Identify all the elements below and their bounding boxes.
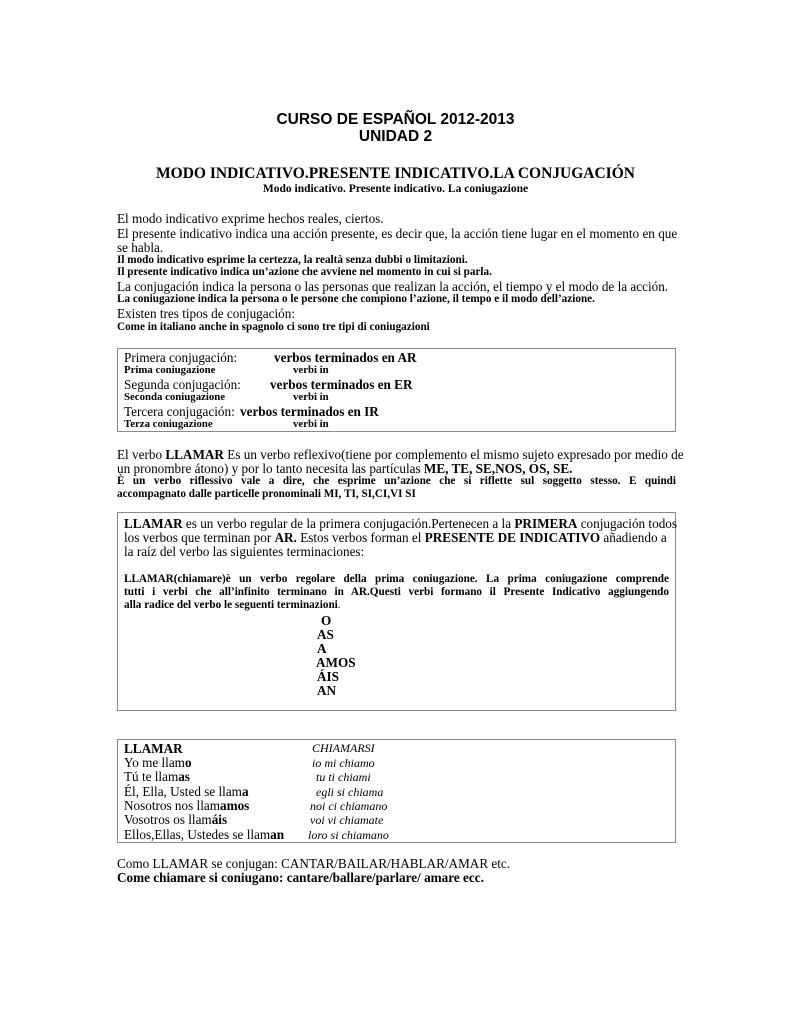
row-stem: Yo me llam: [124, 755, 185, 770]
bold-span: PRESENTE DE INDICATIVO: [424, 530, 601, 545]
row-ending: a: [241, 783, 249, 799]
text-span: conjugación todos: [580, 516, 678, 531]
ending-an: AN: [317, 683, 337, 698]
conj-row-value: verbos terminados en ER: [270, 377, 413, 392]
table-head-it: CHIAMARSI: [312, 741, 375, 755]
bold-span: AR.: [274, 530, 297, 545]
row-italian: voi vi chiamate: [310, 813, 384, 828]
document-title: CURSO DE ESPAÑOL 2012-2013: [276, 111, 515, 128]
bold-span: PRIMERA: [514, 516, 578, 531]
llamar-line: [117, 461, 572, 476]
regular-translation: LLAMAR(chiamare)è un verbo regolare della prima coniugazione. La prima coniugazione comprende: [124, 573, 669, 585]
row-italian: loro si chiamano: [308, 827, 389, 842]
row-stem: Vosotros os llam: [124, 812, 212, 828]
intro-line: La conjugación indica la persona o las personas que realizan la acción, el tiempo y el modo de la acción.: [117, 279, 669, 294]
ending-a: A: [317, 641, 327, 656]
row-ending: an: [270, 826, 285, 842]
intro-line: se habla.: [117, 240, 164, 255]
table-row: [124, 798, 249, 813]
row-ending: áis: [211, 812, 228, 828]
llamar-line: [117, 447, 684, 462]
text-span: añadiendo a: [603, 530, 667, 545]
intro-translation: Il presente indicativo indica un’azione che avviene nel momento in cui si parla.: [117, 266, 492, 278]
conj-row-it-label: Seconda coniugazione: [124, 391, 226, 403]
conj-row-it-value: verbi in: [293, 391, 329, 403]
text-span: Estos verbos forman el: [300, 530, 422, 545]
conj-row-it-value: verbi in: [293, 364, 329, 376]
intro-line: El presente indicativo indica una acción presente, es decir que, la acción tiene lugar en el momento en que: [117, 226, 678, 241]
conj-row-it-value: verbi in: [293, 418, 329, 430]
conj-row-it-label: Terza coniugazione: [124, 418, 213, 430]
regular-line: [124, 530, 667, 545]
row-italian: noi ci chiamano: [310, 798, 388, 813]
row-stem: Tú te llam: [124, 769, 179, 785]
intro-translation: La coniugazione indica la persona o le persone che compiono l’azione, il tempo e il modo dell’azione.: [117, 293, 595, 305]
footer-line: Como LLAMAR se conjugan: CANTAR/BAILAR/HABLAR/AMAR etc.: [117, 856, 511, 871]
regular-line: [124, 516, 677, 531]
unit-title: UNIDAD 2: [358, 128, 433, 145]
row-ending: as: [178, 769, 190, 785]
text-span: un pronombre átono) y por lo tanto necesita las partículas: [117, 461, 421, 476]
ending-ais: ÁIS: [317, 669, 339, 684]
section-title: MODO INDICATIVO.PRESENTE INDICATIVO.LA CONJUGACIÓN: [156, 165, 635, 182]
text-span: Es un verbo reflexivo(tiene por complemento el mismo sujeto expresado por medio de: [227, 447, 684, 462]
ending-amos: AMOS: [316, 655, 356, 670]
row-italian: egli si chiama: [316, 784, 384, 799]
llamar-translation: È un verbo riflessivo vale a dire, che esprime un’azione che si riflette sul soggetto stesso. E quindi: [117, 475, 676, 487]
regular-line: la raíz del verbo las siguientes terminaciones:: [124, 544, 365, 559]
row-stem: Él, Ella, Usted se llam: [124, 783, 242, 799]
row-italian: tu ti chiami: [316, 770, 371, 785]
text-span: El verbo: [117, 447, 163, 462]
footer-translation: Come chiamare si coniugano: cantare/ballare/parlare/ amare ecc.: [117, 870, 484, 885]
text-span: los verbos que terminan por: [124, 530, 272, 545]
section-subtitle: Modo indicativo. Presente indicativo. La coniugazione: [262, 183, 529, 195]
row-ending: o: [184, 755, 192, 770]
text-span: alla radice del verbo le seguenti terminazioni: [124, 599, 338, 611]
conj-row-label: Tercera conjugación:: [124, 404, 235, 419]
table-head-es: LLAMAR: [124, 741, 183, 756]
text-span: es un verbo regular de la primera conjugación.Pertenecen a la: [185, 516, 512, 531]
intro-translation: Come in italiano anche in spagnolo ci sono tre tipi di coniugazioni: [117, 321, 430, 333]
table-row: [124, 755, 192, 770]
bold-span: LLAMAR: [124, 516, 183, 531]
table-row: [124, 812, 227, 827]
ending-o: O: [321, 613, 332, 628]
bold-span: LLAMAR: [165, 447, 224, 462]
row-ending: amos: [219, 797, 250, 813]
text-span: .: [337, 599, 341, 611]
conj-row-value: verbos terminados en AR: [274, 350, 417, 365]
llamar-translation: accompagnato dalle particelle pronominali MI, TI, SI,CI,VI SI: [117, 488, 416, 500]
conj-row-it-label: Prima coniugazione: [124, 364, 216, 376]
table-row: [124, 769, 190, 784]
row-stem: Ellos,Ellas, Ustedes se llam: [124, 826, 271, 842]
table-row: [124, 827, 284, 842]
row-stem: Nosotros nos llam: [124, 797, 220, 813]
conj-row-label: Segunda conjugación:: [124, 377, 241, 392]
bold-span: ME, TE, SE,NOS, OS, SE.: [423, 461, 573, 476]
table-row: [124, 784, 249, 799]
regular-translation: tutti i verbi che all’infinito terminano in AR.Questi verbi formano il Presente Indicativo aggiungendo: [124, 586, 669, 598]
conj-row-label: Primera conjugación:: [124, 350, 238, 365]
regular-translation: [124, 599, 341, 612]
row-italian: io mi chiamo: [312, 756, 375, 770]
ending-as: AS: [317, 627, 334, 642]
intro-translation: Il modo indicativo esprime la certezza, la realtà senza dubbi o limitazioni.: [117, 254, 468, 266]
intro-line: El modo indicativo exprime hechos reales, ciertos.: [117, 211, 384, 226]
conj-row-value: verbos terminados en IR: [240, 404, 379, 419]
intro-line: Existen tres tipos de conjugación:: [117, 306, 295, 321]
